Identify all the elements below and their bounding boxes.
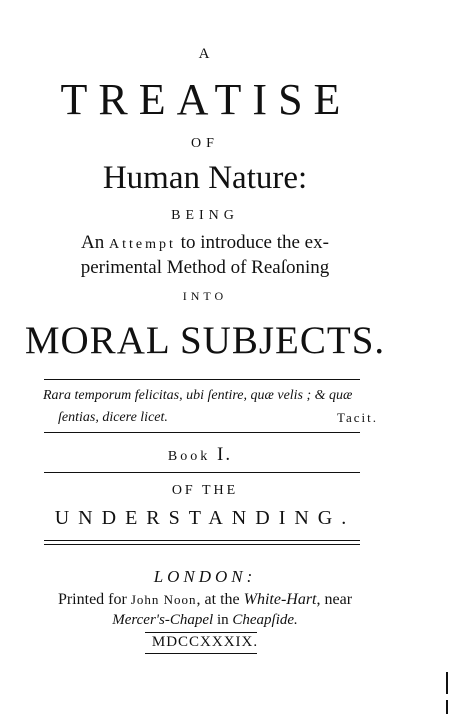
motto-author: Tacit. bbox=[336, 410, 378, 425]
subtitle-into: INTO bbox=[182, 289, 228, 303]
cheapside: Cheapſide. bbox=[232, 612, 298, 628]
title-moral-subjects: MORAL SUBJECTS. bbox=[24, 319, 386, 362]
imprint-city: LONDON: bbox=[153, 567, 257, 586]
subtitle-being: BEING bbox=[171, 208, 239, 223]
motto-line-1: Rara temporum felicitas, ubi ſentire, quæ velis ; & quæ bbox=[43, 388, 353, 403]
of-the: OF THE bbox=[171, 483, 239, 498]
article-a: A bbox=[198, 46, 212, 62]
title-human-nature: Human Nature: bbox=[102, 160, 308, 196]
printed-for: Printed for bbox=[57, 591, 127, 608]
subtitle-attempt-line bbox=[0, 232, 410, 254]
page-edge-mark-2 bbox=[446, 700, 448, 714]
double-rule-bottom bbox=[44, 544, 360, 545]
printer-name: John Noon bbox=[130, 592, 197, 607]
imprint-printed-for bbox=[0, 591, 410, 609]
rule-below-book bbox=[44, 472, 360, 473]
title-of: OF bbox=[191, 136, 219, 151]
understanding-title: UNDERSTANDING. bbox=[54, 507, 356, 529]
book-number: I. bbox=[217, 444, 233, 465]
printed-at: , at the bbox=[196, 591, 240, 608]
imprint-address bbox=[0, 612, 410, 629]
book-heading bbox=[0, 444, 400, 466]
rule-above-year bbox=[145, 632, 257, 633]
title-treatise: TREATISE bbox=[60, 75, 352, 124]
page-edge-mark-1 bbox=[446, 672, 448, 694]
in-word: in bbox=[216, 612, 229, 628]
subtitle-experimental-line: perimental Method of Reaſoning bbox=[80, 257, 330, 278]
rule-below-motto bbox=[44, 432, 360, 433]
rule-below-year bbox=[145, 653, 257, 654]
printed-near: , near bbox=[316, 591, 353, 608]
imprint-year: MDCCXXXIX. bbox=[151, 634, 259, 650]
mercers-chapel: Mercer's-Chapel bbox=[112, 612, 214, 628]
attempt-rest: to introduce the ex- bbox=[180, 232, 329, 253]
double-rule-top bbox=[44, 540, 360, 541]
motto-line-2 bbox=[58, 410, 378, 426]
motto-line-2-text: ſentias, dicere licet. bbox=[58, 410, 168, 425]
rule-above-motto bbox=[44, 379, 360, 380]
book-word: Book bbox=[167, 449, 211, 464]
attempt-prefix: An bbox=[81, 232, 105, 253]
attempt-word: Attempt bbox=[109, 237, 176, 252]
shop-sign: White-Hart bbox=[243, 591, 317, 608]
